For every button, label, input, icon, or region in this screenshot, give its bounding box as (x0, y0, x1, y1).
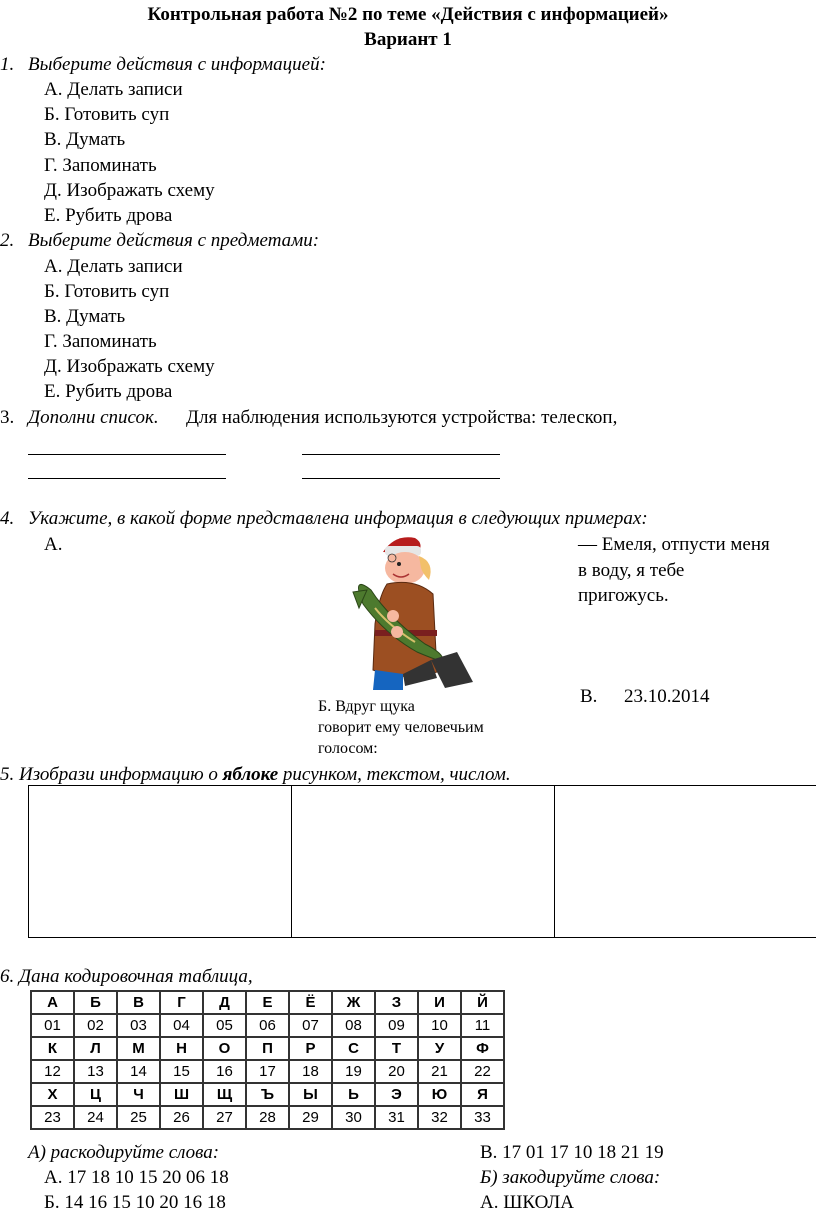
encode-title: Б) закодируйте слова: (480, 1167, 661, 1188)
coding-table (30, 990, 505, 1130)
q2-option: Д. Изображать схему (44, 356, 215, 377)
answer-line[interactable] (28, 454, 226, 455)
q2-option: Е. Рубить дрова (44, 381, 173, 402)
q5-text-after: рисунком, текстом, числом. (282, 764, 511, 785)
table-row (31, 1083, 504, 1106)
answer-line[interactable] (28, 478, 226, 479)
table-cell: Г (160, 991, 203, 1014)
q3-italic: Дополни список. (28, 407, 159, 428)
q4-number: 4. (0, 508, 15, 529)
table-cell: Т (375, 1037, 418, 1060)
decode-item: Б. 14 16 15 10 20 16 18 (44, 1192, 226, 1213)
q1-number: 1. (0, 54, 15, 75)
table-cell: 31 (375, 1106, 418, 1129)
q3-number: 3. (0, 407, 15, 428)
q4-b-line: Б. Вдруг щука (318, 698, 415, 715)
emelya-with-pike-illustration (345, 534, 480, 696)
table-cell: 26 (160, 1106, 203, 1129)
table-cell: Ъ (246, 1083, 289, 1106)
q4-b-line: голосом: (318, 740, 378, 757)
q1-option: В. Думать (44, 129, 126, 150)
decode-item-v: В. 17 01 17 10 18 21 19 (480, 1142, 664, 1163)
table-cell: 28 (246, 1106, 289, 1129)
q2-option: Б. Готовить суп (44, 281, 170, 302)
table-cell: Щ (203, 1083, 246, 1106)
table-cell: Н (160, 1037, 203, 1060)
table-cell: А (31, 991, 74, 1014)
table-cell: 30 (332, 1106, 375, 1129)
answer-line[interactable] (302, 478, 500, 479)
q5-number: 5. (0, 764, 15, 785)
table-cell: О (203, 1037, 246, 1060)
table-cell: Й (461, 991, 504, 1014)
table-cell: 27 (203, 1106, 246, 1129)
table-cell: 02 (74, 1014, 117, 1037)
table-cell: 09 (375, 1014, 418, 1037)
drawing-cell[interactable] (28, 785, 292, 938)
table-cell: 08 (332, 1014, 375, 1037)
q1-option: Д. Изображать схему (44, 180, 215, 201)
table-cell: 33 (461, 1106, 504, 1129)
variant-label: Вариант 1 (364, 29, 452, 50)
number-cell[interactable] (554, 785, 816, 938)
table-cell: Э (375, 1083, 418, 1106)
q4-v-label: В. (580, 686, 598, 707)
table-cell: Д (203, 991, 246, 1014)
table-cell: В (117, 991, 160, 1014)
table-cell: Ж (332, 991, 375, 1014)
q1-option: Б. Готовить суп (44, 104, 170, 125)
table-cell: 18 (289, 1060, 332, 1083)
table-cell: И (418, 991, 461, 1014)
table-cell: 20 (375, 1060, 418, 1083)
table-row (31, 1014, 504, 1037)
table-cell: 21 (418, 1060, 461, 1083)
table-cell: Ё (289, 991, 332, 1014)
q1-option: А. Делать записи (44, 79, 183, 100)
table-cell: Х (31, 1083, 74, 1106)
table-cell: Б (74, 991, 117, 1014)
table-cell: Л (74, 1037, 117, 1060)
q3-text: Для наблюдения используются устройства: телескоп, (186, 407, 618, 428)
table-cell: 14 (117, 1060, 160, 1083)
table-cell: 16 (203, 1060, 246, 1083)
table-cell: 11 (461, 1014, 504, 1037)
table-cell: Ц (74, 1083, 117, 1106)
table-cell: 29 (289, 1106, 332, 1129)
table-cell: 07 (289, 1014, 332, 1037)
table-cell: 32 (418, 1106, 461, 1129)
q2-option: В. Думать (44, 306, 126, 327)
table-cell: З (375, 991, 418, 1014)
q2-text: Выберите действия с предметами: (28, 230, 320, 251)
table-cell: 15 (160, 1060, 203, 1083)
table-cell: Е (246, 991, 289, 1014)
table-cell: 19 (332, 1060, 375, 1083)
table-cell: Ш (160, 1083, 203, 1106)
table-cell: 06 (246, 1014, 289, 1037)
table-cell: У (418, 1037, 461, 1060)
q4-text: Укажите, в какой форме представлена информация в следующих примерах: (28, 508, 648, 529)
q2-number: 2. (0, 230, 15, 251)
table-cell: 17 (246, 1060, 289, 1083)
decode-item: А. 17 18 10 15 20 06 18 (44, 1167, 229, 1188)
table-cell: 22 (461, 1060, 504, 1083)
answer-line[interactable] (302, 454, 500, 455)
q4-quote-line: в воду, я тебе (578, 560, 685, 581)
table-cell: 01 (31, 1014, 74, 1037)
table-cell: Ь (332, 1083, 375, 1106)
table-row (31, 1060, 504, 1083)
q4-quote-line: пригожусь. (578, 585, 669, 606)
q6-prompt (0, 966, 253, 988)
table-cell: 10 (418, 1014, 461, 1037)
q4-quote-line: — Емеля, отпусти меня (578, 534, 770, 555)
page-title: Контрольная работа №2 по теме «Действия с информацией» (147, 4, 669, 25)
table-cell: Ы (289, 1083, 332, 1106)
table-cell: 05 (203, 1014, 246, 1037)
table-cell: 04 (160, 1014, 203, 1037)
q1-option: Г. Запоминать (44, 155, 157, 176)
q2-option: А. Делать записи (44, 256, 183, 277)
q2-option: Г. Запоминать (44, 331, 157, 352)
table-cell: Ю (418, 1083, 461, 1106)
table-cell: 25 (117, 1106, 160, 1129)
q5-bold-word: яблоке (222, 764, 279, 785)
table-cell: 03 (117, 1014, 160, 1037)
table-cell: Р (289, 1037, 332, 1060)
table-row (31, 1037, 504, 1060)
q1-option: Е. Рубить дрова (44, 205, 173, 226)
q5-text-before: Изобрази информацию о (19, 764, 218, 785)
table-cell: 23 (31, 1106, 74, 1129)
table-cell: С (332, 1037, 375, 1060)
q4-b-line: говорит ему человечьим (318, 719, 484, 736)
table-row (31, 1106, 504, 1129)
q5-prompt (0, 764, 511, 786)
table-cell: 24 (74, 1106, 117, 1129)
table-cell: К (31, 1037, 74, 1060)
table-cell: 12 (31, 1060, 74, 1083)
table-cell: Я (461, 1083, 504, 1106)
table-row (31, 991, 504, 1014)
table-cell: Ч (117, 1083, 160, 1106)
q6-number: 6. (0, 966, 15, 987)
q6-text: Дана кодировочная таблица, (19, 966, 253, 987)
q1-text: Выберите действия с информацией: (28, 54, 326, 75)
table-cell: 13 (74, 1060, 117, 1083)
text-cell[interactable] (291, 785, 555, 938)
q4-v-value: 23.10.2014 (624, 686, 710, 707)
decode-title: А) раскодируйте слова: (28, 1142, 220, 1163)
encode-item: А. ШКОЛА (480, 1192, 574, 1213)
table-cell: М (117, 1037, 160, 1060)
table-cell: Ф (461, 1037, 504, 1060)
table-cell: П (246, 1037, 289, 1060)
q4-a-label: А. (44, 534, 63, 555)
